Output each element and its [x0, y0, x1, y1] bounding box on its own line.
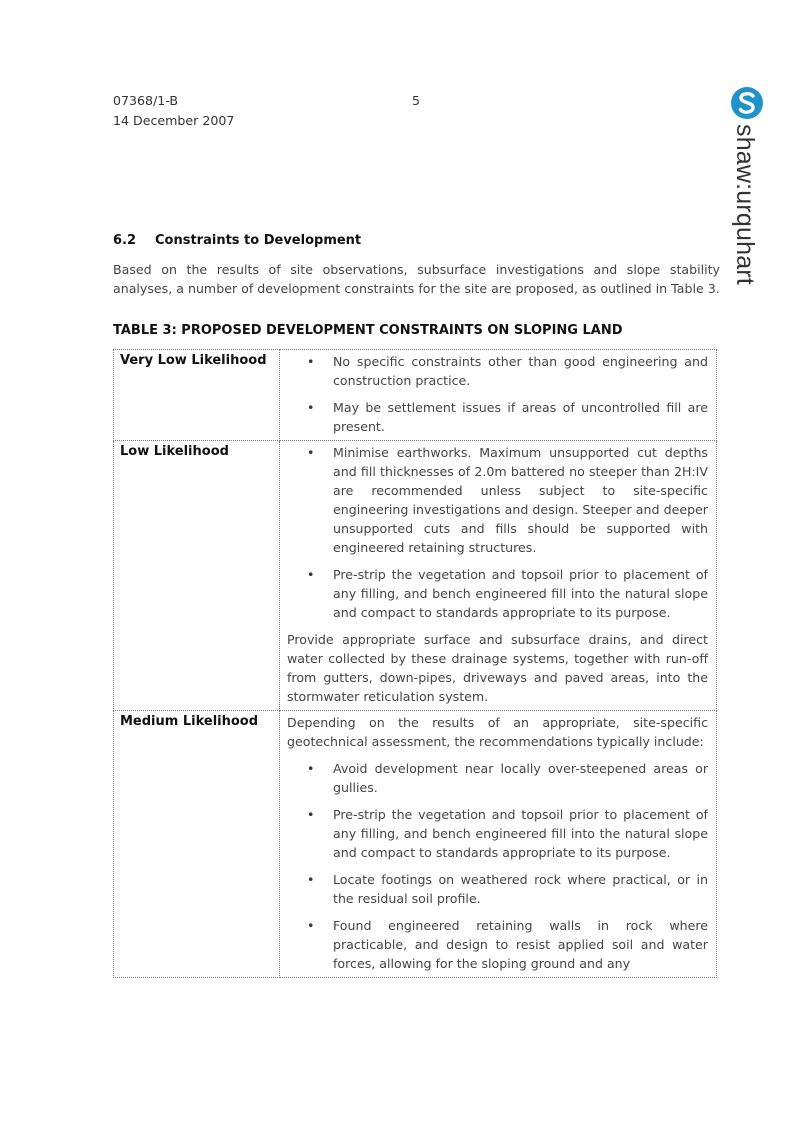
- description-cell: [280, 350, 717, 441]
- recommendations-intro: Depending on the results of an appropriate, site-specific geotechnical assessment, the recommendations typically include:: [287, 715, 708, 749]
- section-title: Constraints to Development: [155, 233, 362, 248]
- description-cell: [280, 441, 717, 711]
- logo-wordmark: shaw:urquhart: [731, 124, 759, 286]
- category-cell: Very Low Likelihood: [114, 350, 280, 441]
- table-row: [114, 350, 717, 441]
- category-cell: Medium Likelihood: [114, 711, 280, 978]
- section-heading: [113, 233, 361, 248]
- table-row: [114, 441, 717, 711]
- list-item: • May be settlement issues if areas of uncontrolled fill are present.: [287, 398, 708, 436]
- list-item: • Pre-strip the vegetation and topsoil prior to placement of any filling, and bench engineered fill into the natural slope and compact to standards appropriate to its purpose.: [287, 565, 708, 622]
- list-item: • Locate footings on weathered rock where practical, or in the residual soil profile.: [287, 870, 708, 908]
- list-item: • No specific constraints other than good engineering and construction practice.: [287, 352, 708, 390]
- constraints-table: [113, 349, 717, 978]
- category-cell: Low Likelihood: [114, 441, 280, 711]
- section-number: 6.2: [113, 233, 137, 248]
- company-logo: [724, 86, 770, 306]
- document-reference: 07368/1-B: [113, 93, 179, 108]
- s-swirl-icon: [730, 86, 764, 120]
- page-number: 5: [412, 93, 421, 108]
- list-item: • Avoid development near locally over-steepened areas or gullies.: [287, 759, 708, 797]
- table-row: [114, 711, 717, 978]
- list-item: • Minimise earthworks. Maximum unsupported cut depths and fill thicknesses of 2.0m battered no steeper than 2H:IV are recommended unless subject to site-specific engineering investigations and design. Steeper and deeper unsupported cuts and fills should be supported with engineered retaining structures.: [287, 443, 708, 557]
- table-title: TABLE 3: PROPOSED DEVELOPMENT CONSTRAINTS ON SLOPING LAND: [113, 323, 623, 338]
- document-date: 14 December 2007: [113, 113, 235, 128]
- drainage-note: Provide appropriate surface and subsurface drains, and direct water collected by these drainage systems, together with run-off from gutters, down-pipes, driveways and paved areas, into the stormwater reticulation system.: [287, 632, 708, 704]
- list-item: • Pre-strip the vegetation and topsoil prior to placement of any filling, and bench engineered fill into the natural slope and compact to standards appropriate to its purpose.: [287, 805, 708, 862]
- description-cell: [280, 711, 717, 978]
- section-intro: Based on the results of site observations, subsurface investigations and slope stability analyses, a number of development constraints for the site are proposed, as outlined in Table 3.: [113, 262, 720, 296]
- list-item: • Found engineered retaining walls in rock where practicable, and design to resist applied soil and water forces, allowing for the sloping ground and any: [287, 916, 708, 973]
